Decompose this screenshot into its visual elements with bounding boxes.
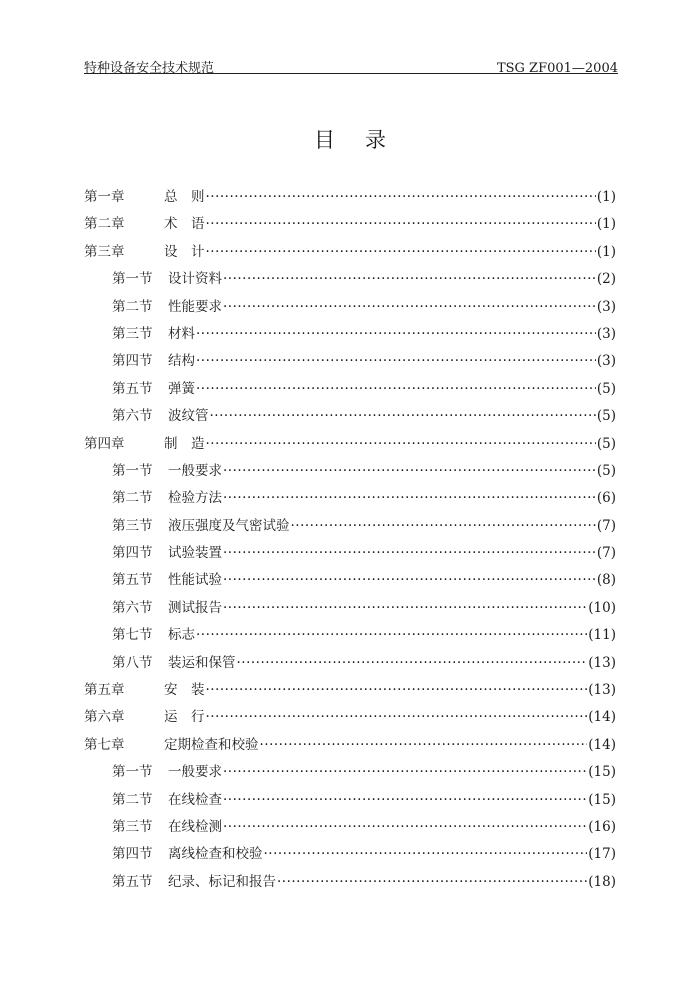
toc-entry-page: (13) xyxy=(588,654,616,671)
dot-leader xyxy=(237,655,588,671)
toc-entry-number: 第七节 xyxy=(112,627,153,644)
toc-entry-page: (7) xyxy=(596,545,616,562)
toc-entry-number: 第一章 xyxy=(84,189,125,205)
toc-section-entry[interactable] xyxy=(84,788,616,815)
toc-entry-page: (16) xyxy=(588,818,616,835)
dot-leader xyxy=(196,326,596,342)
toc-entry-title: 在线检测 xyxy=(168,818,222,835)
toc-entry-title: 测试报告 xyxy=(168,599,222,616)
toc-entry-number: 第七章 xyxy=(84,736,125,753)
toc-entry-page: (17) xyxy=(588,846,616,863)
toc-chapter-entry[interactable] xyxy=(84,678,616,705)
toc-entry-title: 性能要求 xyxy=(168,298,222,315)
dot-leader xyxy=(223,819,587,835)
toc-section-entry[interactable] xyxy=(84,459,616,486)
toc-entry-page: (8) xyxy=(596,572,616,589)
toc-entry-page: (1) xyxy=(596,189,616,205)
toc-entry-number: 第六章 xyxy=(84,709,125,726)
toc-entry-title: 设计资料 xyxy=(168,271,222,288)
toc-entry-page: (6) xyxy=(596,490,616,507)
toc-section-entry[interactable] xyxy=(84,541,616,568)
toc-section-entry[interactable] xyxy=(84,842,616,869)
toc-entry-title: 标志 xyxy=(168,627,195,644)
toc-entry-title: 试验装置 xyxy=(168,545,222,562)
toc-section-entry[interactable] xyxy=(84,486,616,513)
toc-section-entry[interactable] xyxy=(84,404,616,431)
header-standard-number: TSG ZF001—2004 xyxy=(496,61,618,76)
toc-entry-page: (7) xyxy=(596,517,616,534)
toc-entry-title: 制 造 xyxy=(164,435,205,452)
toc-entry-number: 第三章 xyxy=(84,243,125,260)
toc-entry-title: 运 行 xyxy=(164,709,205,726)
dot-leader xyxy=(223,271,596,287)
toc-entry-title: 在线检查 xyxy=(168,791,222,808)
toc-entry-title: 定期检查和校验 xyxy=(164,736,259,753)
toc-chapter-entry[interactable] xyxy=(84,733,616,760)
toc-entry-number: 第四节 xyxy=(112,545,153,562)
toc-entry-number: 第四节 xyxy=(112,353,153,370)
toc-entry-number: 第四章 xyxy=(84,435,125,452)
toc-entry-number: 第四节 xyxy=(112,846,153,863)
toc-entry-title: 总 则 xyxy=(164,189,205,205)
toc-entry-page: (5) xyxy=(596,435,616,452)
dot-leader xyxy=(196,381,596,397)
table-of-contents xyxy=(84,185,616,897)
dot-leader xyxy=(206,189,596,205)
toc-entry-page: (5) xyxy=(596,380,616,397)
toc-entry-page: (15) xyxy=(588,791,616,808)
toc-entry-title: 一般要求 xyxy=(168,462,222,479)
toc-entry-title: 设 计 xyxy=(164,243,205,260)
toc-section-entry[interactable] xyxy=(84,514,616,541)
dot-leader xyxy=(264,846,588,862)
toc-entry-title: 材料 xyxy=(168,325,195,342)
toc-section-entry[interactable] xyxy=(84,295,616,322)
toc-entry-number: 第五节 xyxy=(112,380,153,397)
toc-entry-page: (3) xyxy=(596,353,616,370)
dot-leader xyxy=(206,244,596,260)
toc-entry-title: 术 语 xyxy=(164,216,205,233)
toc-entry-title: 离线检查和校验 xyxy=(168,846,263,863)
toc-entry-title: 安 装 xyxy=(164,682,205,699)
dot-leader xyxy=(223,792,587,808)
dot-leader xyxy=(223,299,596,315)
toc-entry-title: 波纹管 xyxy=(168,408,209,425)
toc-entry-number: 第八节 xyxy=(112,654,153,671)
dot-leader xyxy=(277,874,587,890)
toc-section-entry[interactable] xyxy=(84,568,616,595)
toc-entry-number: 第二节 xyxy=(112,298,153,315)
toc-entry-title: 检验方法 xyxy=(168,490,222,507)
toc-chapter-entry[interactable] xyxy=(84,432,616,459)
toc-entry-page: (11) xyxy=(588,627,616,644)
dot-leader xyxy=(223,490,596,506)
dot-leader xyxy=(223,545,596,561)
dot-leader xyxy=(206,682,588,698)
toc-entry-page: (3) xyxy=(596,298,616,315)
toc-chapter-entry[interactable] xyxy=(84,185,616,212)
toc-entry-title: 纪录、标记和报告 xyxy=(168,873,276,890)
toc-entry-number: 第六节 xyxy=(112,599,153,616)
toc-entry-page: (10) xyxy=(588,599,616,616)
toc-chapter-entry[interactable] xyxy=(84,240,616,267)
toc-entry-number: 第五章 xyxy=(84,682,125,699)
toc-entry-number: 第二节 xyxy=(112,490,153,507)
toc-section-entry[interactable] xyxy=(84,623,616,650)
dot-leader xyxy=(223,764,587,780)
toc-entry-title: 一般要求 xyxy=(168,764,222,781)
dot-leader xyxy=(223,572,596,588)
page-title: 目录 xyxy=(314,128,416,152)
toc-entry-number: 第三节 xyxy=(112,818,153,835)
toc-entry-page: (1) xyxy=(596,243,616,260)
toc-entry-number: 第五节 xyxy=(112,572,153,589)
dot-leader xyxy=(223,600,587,616)
dot-leader xyxy=(206,709,588,725)
toc-entry-number: 第一节 xyxy=(112,764,153,781)
dot-leader xyxy=(196,353,596,369)
dot-leader xyxy=(196,627,587,643)
toc-entry-title: 结构 xyxy=(168,353,195,370)
dot-leader xyxy=(223,463,596,479)
dot-leader xyxy=(206,436,596,452)
toc-entry-title: 液压强度及气密试验 xyxy=(168,517,290,534)
toc-entry-page: (14) xyxy=(588,709,616,726)
header-rule xyxy=(84,73,618,74)
toc-entry-page: (18) xyxy=(588,873,616,890)
dot-leader xyxy=(210,408,596,424)
dot-leader xyxy=(260,737,588,753)
toc-chapter-entry[interactable] xyxy=(84,212,616,239)
toc-entry-title: 性能试验 xyxy=(168,572,222,589)
toc-section-entry[interactable] xyxy=(84,596,616,623)
toc-entry-page: (2) xyxy=(596,271,616,288)
toc-entry-number: 第三节 xyxy=(112,325,153,342)
toc-entry-number: 第五节 xyxy=(112,873,153,890)
toc-section-entry[interactable] xyxy=(84,322,616,349)
toc-entry-number: 第一节 xyxy=(112,462,153,479)
header-left-title: 特种设备安全技术规范 xyxy=(84,61,215,76)
dot-leader xyxy=(291,518,596,534)
toc-entry-page: (5) xyxy=(596,462,616,479)
toc-section-entry[interactable] xyxy=(84,760,616,787)
toc-entry-page: (15) xyxy=(588,764,616,781)
toc-section-entry[interactable] xyxy=(84,815,616,842)
toc-section-entry[interactable] xyxy=(84,377,616,404)
toc-entry-title: 装运和保管 xyxy=(168,654,236,671)
toc-entry-number: 第三节 xyxy=(112,517,153,534)
toc-section-entry[interactable] xyxy=(84,267,616,294)
toc-entry-page: (3) xyxy=(596,325,616,342)
toc-entry-page: (13) xyxy=(588,682,616,699)
toc-entry-number: 第六节 xyxy=(112,408,153,425)
toc-entry-number: 第一节 xyxy=(112,271,153,288)
dot-leader xyxy=(206,216,596,232)
toc-entry-page: (14) xyxy=(588,736,616,753)
toc-chapter-entry[interactable] xyxy=(84,705,616,732)
toc-section-entry[interactable] xyxy=(84,870,616,897)
toc-entry-title: 弹簧 xyxy=(168,380,195,397)
toc-entry-number: 第二章 xyxy=(84,216,125,233)
toc-section-entry[interactable] xyxy=(84,651,616,678)
toc-entry-page: (5) xyxy=(596,408,616,425)
toc-entry-page: (1) xyxy=(596,216,616,233)
toc-section-entry[interactable] xyxy=(84,349,616,376)
toc-entry-number: 第二节 xyxy=(112,791,153,808)
